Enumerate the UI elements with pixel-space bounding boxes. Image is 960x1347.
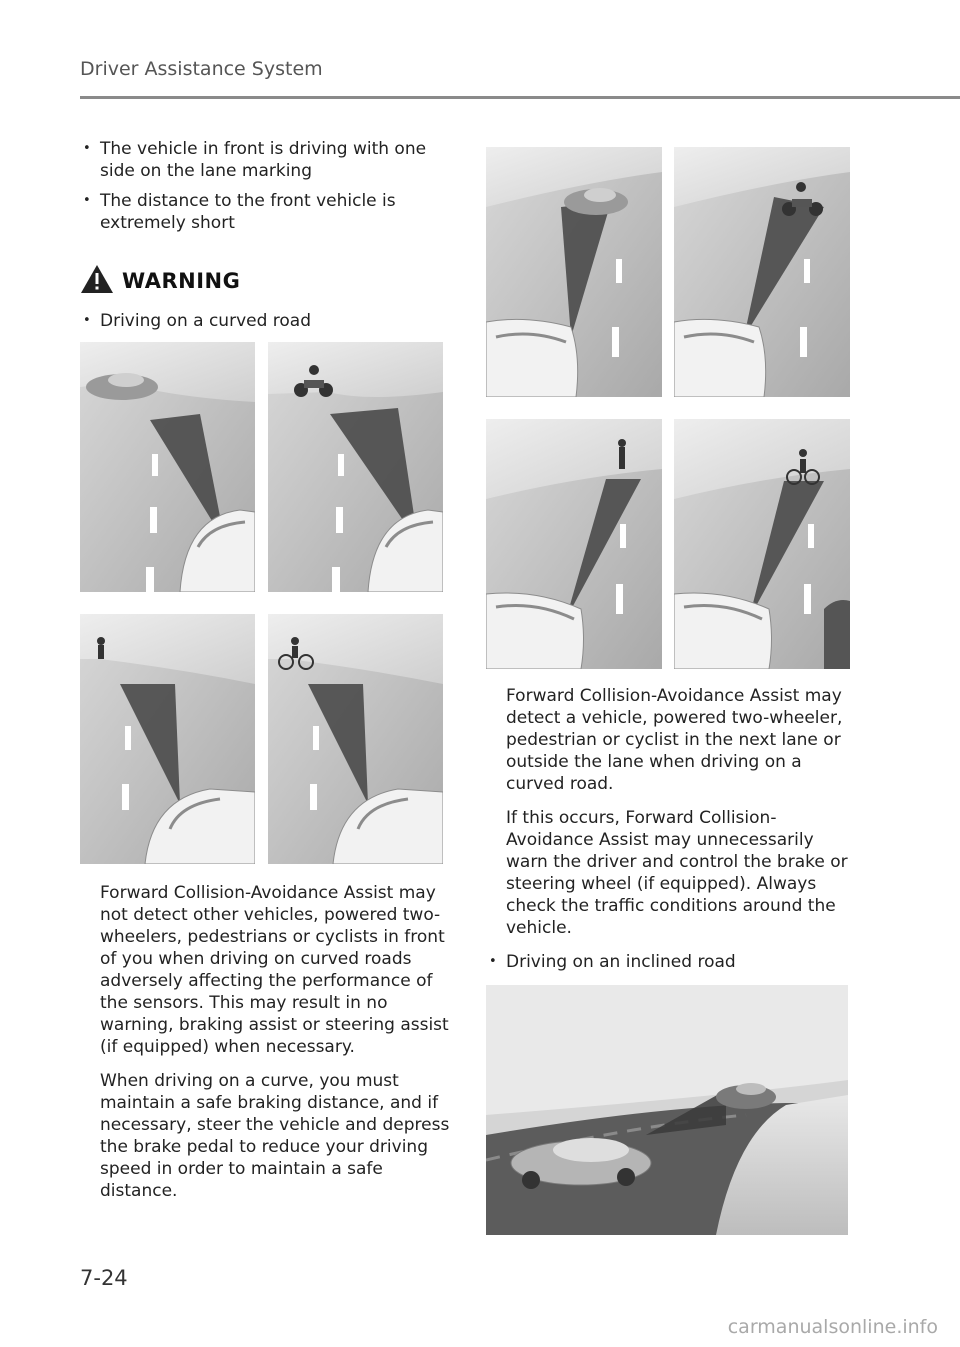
list-item: • Driving on a curved road [80,310,450,332]
paragraph: When driving on a curve, you must maintain a safe braking distance, and if necessary, steer the vehicle and depress the brake pedal to reduce your driving speed in order to maintain a safe distance. [100,1071,450,1201]
left-body-text [80,882,450,1202]
header-divider [80,96,960,99]
next-lane-motorcycle-illustration [674,147,850,397]
curve-road-car-illustration [80,342,255,592]
warning-bullet-list [80,310,450,332]
right-bullet-list [486,951,858,973]
curve-road-cyclist-illustration [268,614,443,864]
list-item: • The vehicle in front is driving with one side on the lane marking [80,138,450,182]
figure-row-curve-2 [80,614,450,864]
watermark: carmanualsonline.info [727,1316,938,1338]
top-bullet-list [80,138,450,234]
warning-label: WARNING [122,269,241,293]
right-body-text [486,685,858,939]
next-lane-car-illustration [486,147,662,397]
next-lane-cyclist-illustration [674,419,850,669]
page-header-title: Driver Assistance System [80,58,323,80]
inclined-road-illustration [486,985,848,1235]
warning-heading [80,264,450,298]
right-column [486,147,858,1235]
paragraph: Forward Collision-Avoidance Assist may not detect other vehicles, powered two-wheelers, pedestrians or cyclists in front of you when driving on curved roads adversely affecting the performance of the sensors. This may result in no warning, braking assist or steering assist (if equipped) when necessary. [100,883,449,1057]
figure-row-next-lane-2 [486,419,858,669]
figure-row-next-lane-1 [486,147,858,397]
figure-row-curve-1 [80,342,450,592]
left-column [80,138,450,1214]
list-item: • The distance to the front vehicle is extremely short [80,190,450,234]
list-item: • Driving on an inclined road [486,951,858,973]
page-number: 7-24 [80,1266,128,1290]
curve-road-motorcycle-illustration [268,342,443,592]
paragraph: Forward Collision-Avoidance Assist may detect a vehicle, powered two-wheeler, pedestrian or cyclist in the next lane or outside the lane when driving on a curved road. [506,686,843,794]
curve-road-pedestrian-illustration [80,614,255,864]
next-lane-pedestrian-illustration [486,419,662,669]
paragraph: If this occurs, Forward Collision-Avoidance Assist may unnecessarily warn the driver and control the brake or steering wheel (if equipped). Always check the traffic conditions around the vehicle. [506,808,848,938]
warning-triangle-icon [80,264,114,298]
